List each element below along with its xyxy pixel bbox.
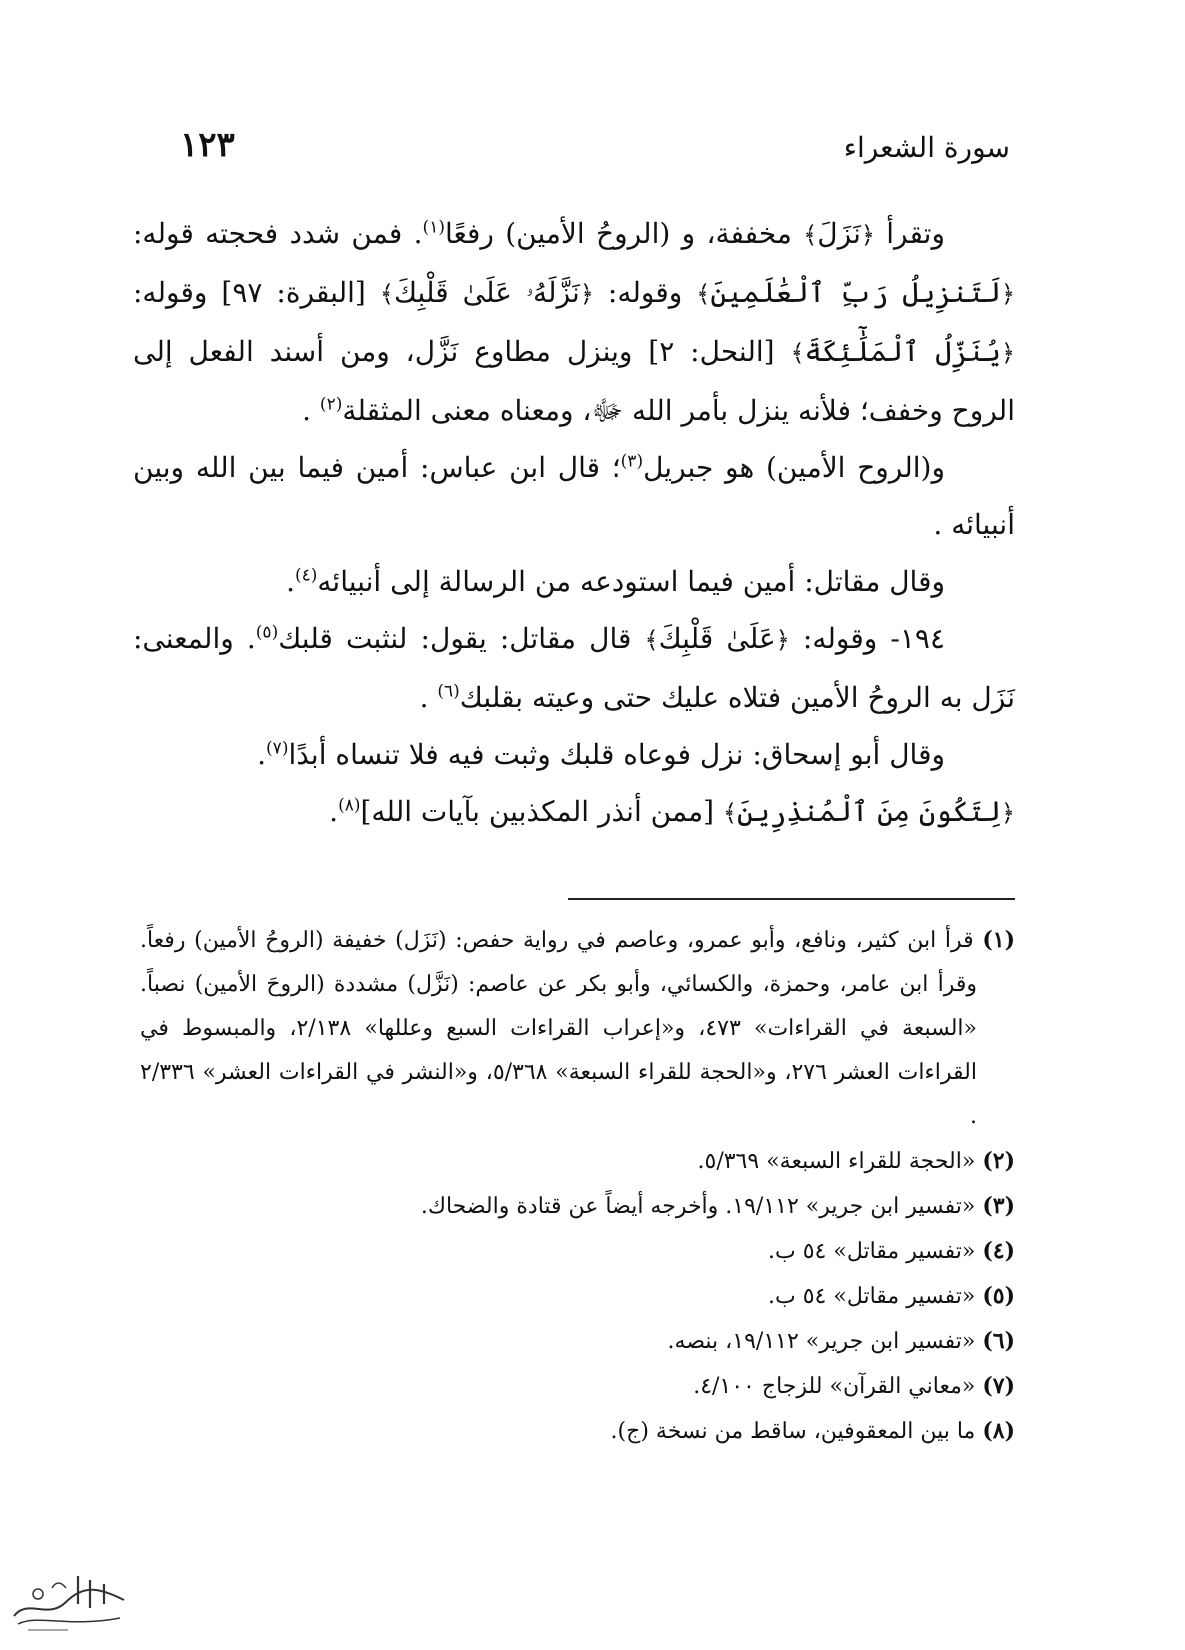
paragraph-1 bbox=[133, 205, 1015, 439]
footnote-number: (١) bbox=[982, 927, 1015, 953]
text-run: . bbox=[329, 795, 339, 828]
quran-verse: ﴿لِتَكُونَ مِنَ ٱلْمُنذِرِينَ﴾ bbox=[722, 795, 1015, 828]
text-run: قال مقاتل: يقول: لنثبت قلبك bbox=[278, 622, 645, 655]
text-run: ؛ قال ابن عباس: أمين فيما بين الله وبين أنبيائه . bbox=[133, 451, 1015, 541]
page-header bbox=[180, 125, 1010, 175]
text-run: مخففة، و (الروحُ الأمين) رفعًا bbox=[444, 217, 804, 250]
footnote bbox=[140, 1364, 1015, 1409]
footnote bbox=[140, 1184, 1015, 1229]
footnote bbox=[140, 1274, 1015, 1319]
footnote-text: قرأ ابن كثير، ونافع، وأبو عمرو، وعاصم في رواية حفص: (نَزَل) خفيفة (الروحُ الأمين) رفعاً. وقرأ ابن عامر، وحمزة، والكسائي، وأبو بكر عن عاصم: (نَزَّل) مشددة (الروحَ الأمين) نصباً. «السبعة في القراءات» ٤٧٣، و«إعراب القراءات السبع وعللها» ٢/١٣٨، والمبسوط في القراءات العشر ٢٧٦، و«الحجة للقراء السبعة» ٥/٣٦٨، و«النشر في القراءات العشر» ٢/٣٣٦ . bbox=[140, 928, 977, 1129]
text-run: [ممن أنذر المكذبين بآيات الله] bbox=[360, 795, 723, 828]
text-run: و(الروح الأمين) هو جبريل bbox=[643, 451, 945, 484]
main-text bbox=[133, 205, 1015, 842]
verse-number-text: ١٩٤- وقوله: bbox=[789, 622, 945, 655]
library-stamp-logo bbox=[8, 1568, 133, 1636]
footnote-ref: (٦) bbox=[437, 681, 460, 702]
footnote-text: «الحجة للقراء السبعة» ٥/٣٦٩. bbox=[697, 1149, 976, 1174]
text-run: . bbox=[302, 394, 320, 427]
footnote-number: (٢) bbox=[982, 1148, 1015, 1174]
paragraph-2 bbox=[133, 439, 1015, 553]
text-run: . bbox=[286, 565, 295, 598]
footnote-ref: (١) bbox=[422, 217, 445, 238]
text-run: [البقرة: ٩٧] وقوله: bbox=[133, 276, 380, 309]
footnote-ref: (٥) bbox=[255, 622, 279, 643]
text-run: . bbox=[419, 681, 438, 714]
page-number: ١٢٣ bbox=[180, 125, 235, 165]
paragraph-5 bbox=[133, 726, 1015, 783]
footnote bbox=[140, 1139, 1015, 1184]
footnote-number: (٧) bbox=[982, 1373, 1015, 1399]
quran-verse: ﴿يُنَزِّلُ ٱلْمَلَٰٓئِكَةَ﴾ bbox=[790, 335, 1015, 368]
footnote-number: (٤) bbox=[982, 1238, 1015, 1264]
footnote-text: «تفسير ابن جرير» ١٩/١١٢، بنصه. bbox=[667, 1329, 976, 1354]
paragraph-6 bbox=[133, 783, 1015, 842]
footnote-ref: (٢) bbox=[319, 394, 343, 415]
footnote-text: ما بين المعقوفين، ساقط من نسخة (ج). bbox=[610, 1419, 976, 1444]
text-run: وقال أبو إسحاق: نزل فوعاه قلبك وثبت فيه فلا تنساه أبدًا bbox=[288, 738, 945, 771]
footnote bbox=[140, 918, 1015, 1139]
footnote-ref: (٧) bbox=[266, 738, 289, 759]
quran-verse: ﴿لَتَنزِيلُ رَبِّ ٱلْعَٰلَمِينَ﴾ bbox=[696, 276, 1015, 309]
paragraph-3 bbox=[133, 553, 1015, 610]
text-run: [النحل: ٢] وينزل مطاوع نَزَّل، ومن أسند الفعل إلى الروح وخفف؛ فلأنه ينزل بأمر الله ﷻ، ومعناه معنى المثقلة bbox=[133, 335, 1015, 427]
footnote bbox=[140, 1409, 1015, 1454]
footnote-separator bbox=[568, 898, 1015, 900]
footnote-number: (٦) bbox=[982, 1328, 1015, 1354]
footnote-text: «تفسير ابن جرير» ١٩/١١٢. وأخرجه أيضاً عن قتادة والضحاك. bbox=[420, 1194, 976, 1219]
paragraph-4 bbox=[133, 610, 1015, 726]
footnote-text: «تفسير مقاتل» ٥٤ ب. bbox=[768, 1239, 976, 1264]
footnote-ref: (٣) bbox=[620, 451, 644, 472]
footnote-ref: (٤) bbox=[294, 565, 318, 586]
footnote-number: (٣) bbox=[982, 1193, 1015, 1219]
footnote bbox=[140, 1229, 1015, 1274]
footnote-text: «معاني القرآن» للزجاج ٤/١٠٠. bbox=[693, 1374, 976, 1399]
quran-verse: ﴿نَزَّلَهُۥ عَلَىٰ قَلْبِكَ﴾ bbox=[379, 276, 594, 309]
surah-name: سورة الشعراء bbox=[843, 131, 1010, 164]
text-run: وقوله: bbox=[593, 276, 697, 309]
quran-verse: ﴿نَزَلَ﴾ bbox=[803, 217, 875, 250]
footnote-number: (٥) bbox=[982, 1283, 1015, 1309]
text-run: وتقرأ bbox=[874, 217, 945, 250]
text-run: . فمن شدد فحجته قوله: bbox=[133, 217, 423, 250]
text-run: . bbox=[257, 738, 267, 771]
footnote-ref: (٨) bbox=[338, 795, 361, 816]
text-run: . والمعنى: نَزَل به الروحُ الأمين فتلاه عليك حتى وعيته بقلبك bbox=[133, 622, 1015, 714]
footnote-number: (٨) bbox=[982, 1418, 1015, 1444]
footnote-text: «تفسير مقاتل» ٥٤ ب. bbox=[768, 1284, 976, 1309]
text-run: وقال مقاتل: أمين فيما استودعه من الرسالة إلى أنبيائه bbox=[317, 565, 945, 598]
footnotes bbox=[140, 918, 1015, 1454]
footnote bbox=[140, 1319, 1015, 1364]
quran-verse: ﴿عَلَىٰ قَلْبِكَ﴾ bbox=[644, 622, 790, 655]
